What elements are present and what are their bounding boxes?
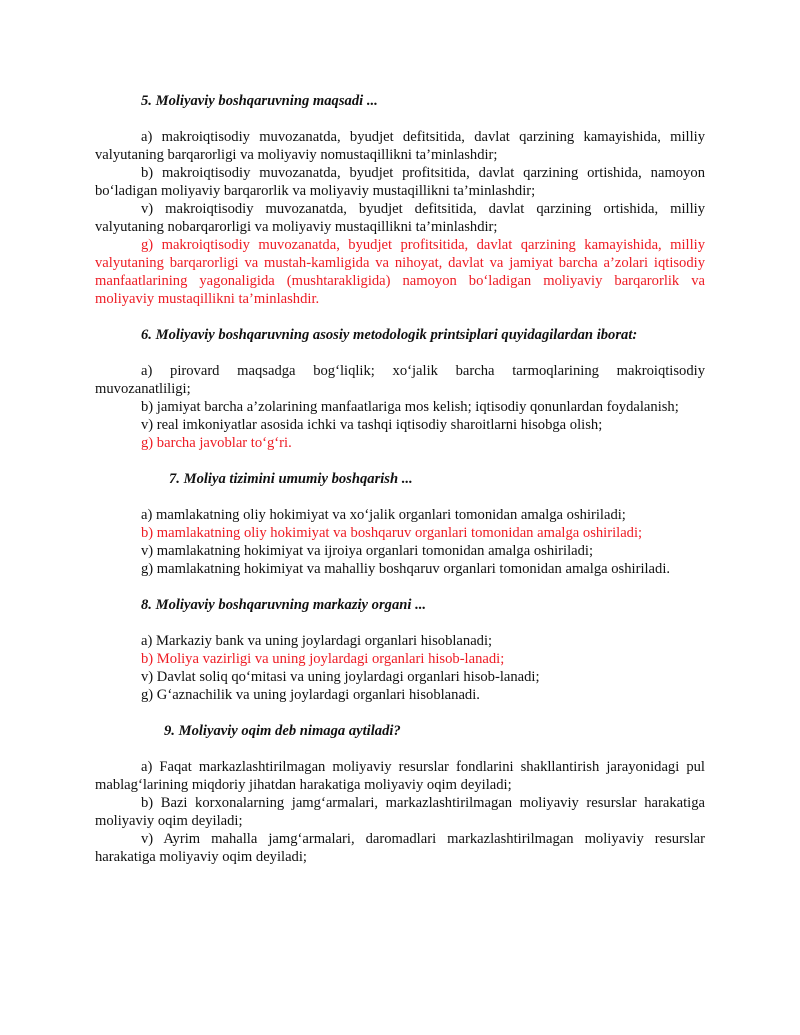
answer-option: v) mamlakatning hokimiyat va ijroiya organlari tomonidan amalga oshiriladi; xyxy=(141,543,594,559)
answer-option: a) Markaziy bank va uning joylardagi organlari hisoblanadi; xyxy=(141,633,493,649)
answer-option: g) G‘aznachilik va uning joylardagi organlari hisoblanadi. xyxy=(141,687,480,703)
answer-option: a) pirovard maqsadga bog‘liqlik; xo‘jalik barcha tarmoqlarining makroiqtisodiy muvozanatliligi; xyxy=(95,363,705,397)
question-title: 8. Moliyaviy boshqaruvning markaziy organi ... xyxy=(141,597,427,613)
question-block xyxy=(95,92,705,308)
answer-option: v) Ayrim mahalla jamg‘armalari, daromadlari markazlashtirilmagan moliyaviy resurslar harakatiga moliyaviy oqim deyiladi; xyxy=(95,831,705,865)
answer-option: g) mamlakatning hokimiyat va mahalliy boshqaruv organlari tomonidan amalga oshiriladi. xyxy=(141,561,671,577)
correct-answer-option: b) Moliya vazirligi va uning joylardagi organlari hisob-lanadi; xyxy=(141,651,505,667)
question-title: 7. Moliya tizimini umumiy boshqarish ... xyxy=(169,471,413,487)
answer-option: v) Davlat soliq qo‘mitasi va uning joylardagi organlari hisob-lanadi; xyxy=(141,669,540,685)
question-block xyxy=(95,470,705,578)
question-title: 9. Moliyaviy oqim deb nimaga aytiladi? xyxy=(164,723,401,739)
correct-answer-option: g) makroiqtisodiy muvozanatda, byudjet profitsitida, davlat qarzining kamayishida, milliy valyutaning barqarorligi va mustah-kamligida va nihoyat, davlat va jamiyat barcha a’zolari iqtisodiy manfaatlarining yagonaligida (mushtarakligida) namoyon bo‘ladigan moliyaviy barqarorlik va moliyaviy mustaqillikni ta’minlashdir. xyxy=(95,237,705,307)
answer-option: v) real imkoniyatlar asosida ichki va tashqi iqtisodiy sharoitlarni hisobga olish; xyxy=(141,417,603,433)
question-block xyxy=(95,596,705,704)
answer-option: b) makroiqtisodiy muvozanatda, byudjet profitsitida, davlat qarzining ortishida, namoyon bo‘ladigan moliyaviy barqarorlik va moliyaviy mustaqillikni ta’minlashdir; xyxy=(95,165,705,199)
answer-option: b) jamiyat barcha a’zolarining manfaatlariga mos kelish; iqtisodiy qonunlardan foydalanish; xyxy=(141,399,679,415)
answer-option: v) makroiqtisodiy muvozanatda, byudjet defitsitida, davlat qarzining ortishida, milliy valyutaning nobarqarorligi va moliyaviy mustaqillikni ta’minlashdir; xyxy=(95,201,705,235)
question-block xyxy=(95,722,705,866)
question-block xyxy=(95,326,705,452)
answer-option: a) makroiqtisodiy muvozanatda, byudjet defitsitida, davlat qarzining kamayishida, milliy valyutaning barqarorligi va moliyaviy nomustaqillikni ta’minlashdir; xyxy=(95,129,705,163)
answer-option: a) mamlakatning oliy hokimiyat va xo‘jalik organlari tomonidan amalga oshiriladi; xyxy=(141,507,626,523)
question-title: 6. Moliyaviy boshqaruvning asosiy metodologik printsiplari quyidagilardan iborat: xyxy=(141,327,638,343)
answer-option: b) Bazi korxonalarning jamg‘armalari, markazlashtirilmagan moliyaviy resurslar harakatiga moliyaviy oqim deyiladi; xyxy=(95,795,705,829)
correct-answer-option: b) mamlakatning oliy hokimiyat va boshqaruv organlari tomonidan amalga oshiriladi; xyxy=(141,525,643,541)
correct-answer-option: g) barcha javoblar to‘g‘ri. xyxy=(141,435,292,451)
question-title: 5. Moliyaviy boshqaruvning maqsadi ... xyxy=(141,93,378,109)
answer-option: a) Faqat markazlashtirilmagan moliyaviy resurslar fondlarini shakllantirish jarayonidagi pul mablag‘larining miqdoriy jihatdan harakatiga moliyaviy oqim deyiladi; xyxy=(95,759,705,793)
